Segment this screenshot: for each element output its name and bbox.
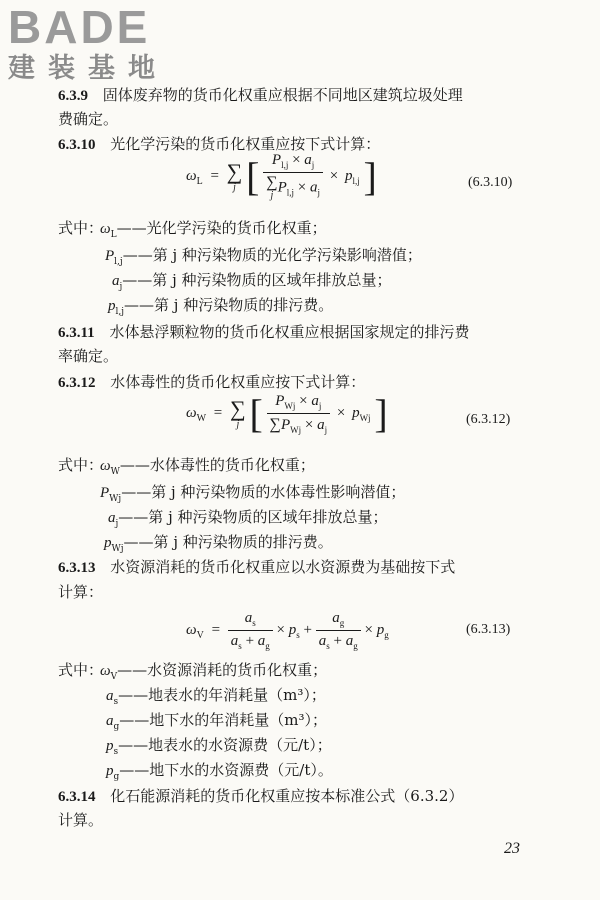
def-row: $P_{Wj}——$第 j 种污染物质的水体毒性影响潜值；: [100, 483, 406, 504]
def-row: $a_j——$第 j 种污染物质的区域年排放总量；: [112, 271, 392, 292]
formula-6-3-12: $\omega_W$ = ∑ j [ $\frac{P_{Wj} \times a_j}{\sum P_{Wj} \times a_j}$ × $p_{Wj}$ ]: [186, 391, 388, 436]
clause-number: 6.3.9: [58, 88, 88, 104]
clause-number: 6.3.10: [58, 137, 96, 153]
logo-wordmark: BADE: [8, 1, 151, 53]
clause-6-3-11: [58, 322, 469, 343]
def-row: $p_{l,j}——$第 j 种污染物质的排污费。: [108, 296, 334, 317]
clause-6-3-9: [58, 85, 463, 106]
def-row: $p_g——$地下水的水资源费（元/t）。: [106, 761, 333, 782]
where-label: 式中：: [58, 661, 104, 679]
clause-6-3-11-cont: 率确定。: [58, 347, 119, 365]
clause-text: 光化学污染的货币化权重应按下式计算：: [110, 135, 381, 153]
clause-text: 水体悬浮颗粒物的货币化权重应根据国家规定的排污费: [109, 323, 470, 341]
formula-6-3-10: $\omega_L$ = ∑ j [ $P_{l,j} \times a_j$ ∑ j $P_{l,j} \times a_j$ × $p_{l,j}$ ]: [186, 152, 377, 201]
where-label: 式中：: [58, 219, 104, 237]
def-row: $a_s——$地表水的年消耗量（m³）；: [106, 686, 326, 707]
clause-text: 固体废弃物的货币化权重应根据不同地区建筑垃圾处理: [102, 86, 463, 104]
logo-subtitle: 建装基地: [8, 53, 168, 84]
clause-text: 化石能源消耗的货币化权重应按本标准公式（6.3.2）: [110, 787, 464, 805]
clause-6-3-14: [58, 786, 463, 807]
def-row: $\omega_W——$水体毒性的货币化权重；: [100, 456, 315, 477]
clause-number: 6.3.12: [58, 375, 96, 391]
equation-number: (6.3.10): [468, 175, 513, 190]
clause-text: 水体毒性的货币化权重应按下式计算：: [110, 373, 366, 391]
def-row: $p_s——$地表水的水资源费（元/t）；: [106, 736, 332, 757]
def-row: $a_g——$地下水的年消耗量（m³）；: [106, 711, 328, 732]
equation-number: (6.3.13): [466, 622, 511, 637]
def-row: $\omega_V——$水资源消耗的货币化权重；: [100, 661, 328, 682]
def-row: $a_j——$第 j 种污染物质的区域年排放总量；: [108, 508, 388, 529]
clause-6-3-9-cont: 费确定。: [58, 110, 119, 128]
formula-6-3-13: $\omega_V$ = $\frac{a_s}{a_s + a_g}$ × $p_s$ + $\frac{a_g}{a_s + a_g}$ × $p_g$: [186, 610, 389, 651]
def-row: $P_{l,j}——$第 j 种污染物质的光化学污染影响潜值；: [105, 246, 422, 267]
clause-number: 6.3.13: [58, 560, 96, 576]
def-row: $\omega_L——$光化学污染的货币化权重；: [100, 219, 327, 240]
clause-number: 6.3.11: [58, 325, 95, 341]
clause-text: 水资源消耗的货币化权重应以水资源费为基础按下式: [110, 558, 456, 576]
def-row: $p_{Wj}——$第 j 种污染物质的排污费。: [104, 533, 333, 554]
bade-logo: [8, 1, 178, 84]
clause-6-3-13-cont: 计算：: [58, 583, 104, 601]
equation-number: (6.3.12): [466, 412, 511, 427]
clause-6-3-14-cont: 计算。: [58, 811, 104, 829]
clause-number: 6.3.14: [58, 789, 96, 805]
where-label: 式中：: [58, 456, 104, 474]
page-number: 23: [504, 840, 520, 857]
clause-6-3-13: [58, 557, 455, 578]
